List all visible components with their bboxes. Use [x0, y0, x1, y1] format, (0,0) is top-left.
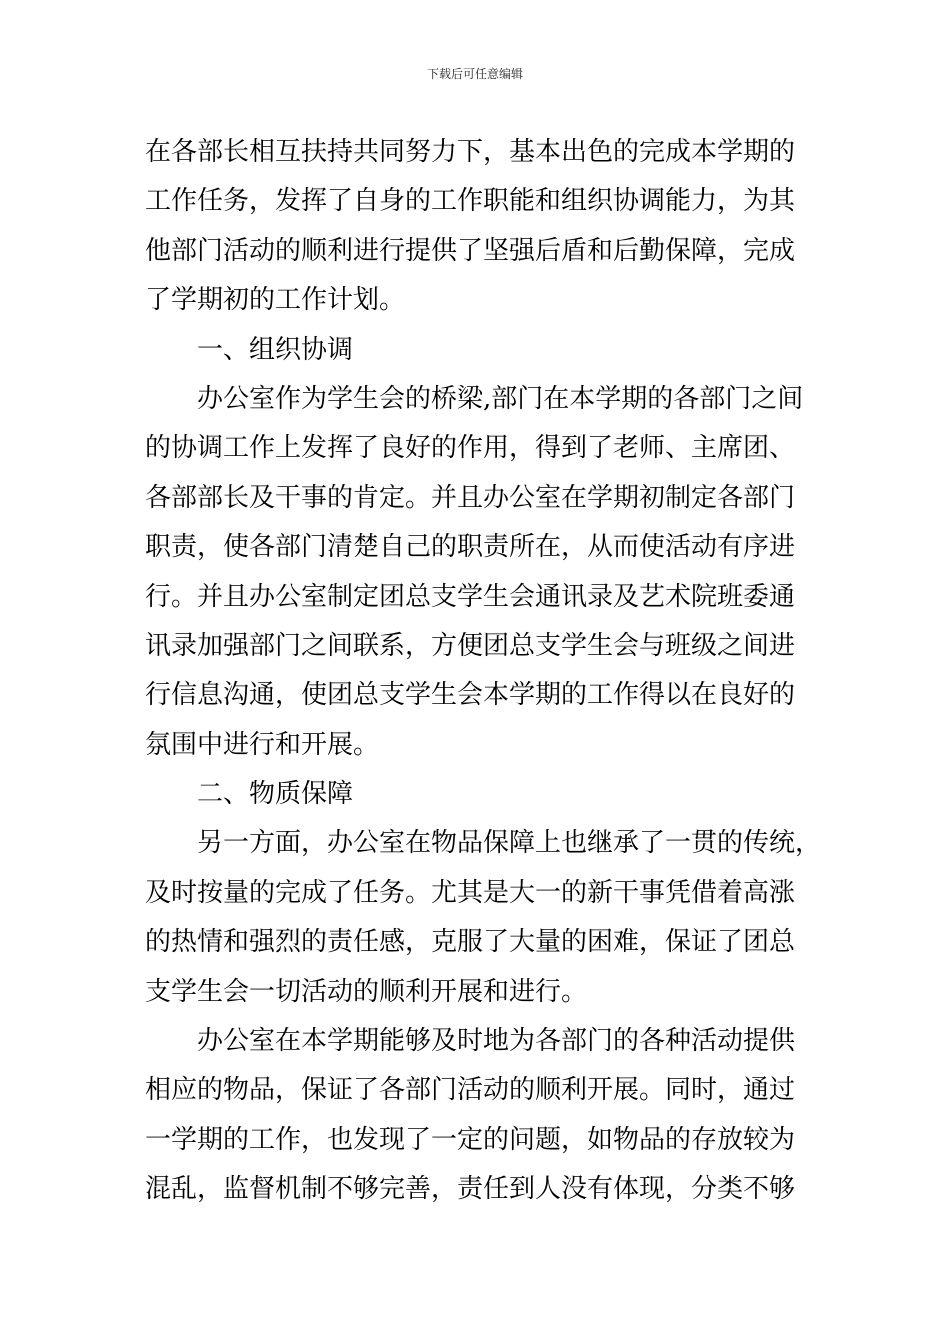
paragraph-line: 另一方面，办公室在物品保障上也继承了一贯的传统， [197, 828, 822, 859]
paragraph-line: 及时按量的完成了任务。尤其是大一的新干事凭借着高涨 [145, 877, 796, 908]
paragraph-line: 的协调工作上发挥了良好的作用，得到了老师、主席团、 [145, 433, 796, 464]
paragraph-line: 办公室作为学生会的桥梁,部门在本学期的各部门之间 [197, 383, 804, 414]
paragraph-line: 一学期的工作，也发现了一定的问题，如物品的存放较为 [145, 1124, 796, 1155]
paragraph-line: 他部门活动的顺利进行提供了坚强后盾和后勤保障，完成 [145, 235, 796, 266]
paragraph-line: 二、物质保障 [197, 779, 354, 810]
paragraph-line: 行信息沟通，使团总支学生会本学期的工作得以在良好的 [145, 680, 796, 711]
paragraph-line: 工作任务，发挥了自身的工作职能和组织协调能力，为其 [145, 186, 796, 217]
paragraph-line: 职责，使各部门清楚自己的职责所在，从而使活动有序进 [145, 532, 796, 563]
paragraph-line: 一、组织协调 [197, 334, 354, 365]
paragraph-line: 相应的物品，保证了各部门活动的顺利开展。同时，通过 [145, 1075, 796, 1106]
header-note: 下载后可任意编辑 [426, 67, 523, 81]
paragraph-line: 了学期初的工作计划。 [145, 285, 406, 316]
paragraph-line: 在各部长相互扶持共同努力下，基本出色的完成本学期的 [145, 137, 796, 167]
paragraph-line: 各部部长及干事的肯定。并且办公室在学期初制定各部门 [145, 482, 796, 513]
document-body [145, 128, 822, 1215]
paragraph-line: 行。并且办公室制定团总支学生会通讯录及艺术院班委通 [145, 581, 796, 612]
paragraph-line: 支学生会一切活动的顺利开展和进行。 [145, 976, 588, 1007]
paragraph-line: 氛围中进行和开展。 [145, 729, 380, 760]
paragraph-line: 办公室在本学期能够及时地为各部门的各种活动提供 [197, 1026, 796, 1057]
paragraph-line: 混乱，监督机制不够完善，责任到人没有体现，分类不够 [145, 1174, 796, 1205]
paragraph-line: 讯录加强部门之间联系，方便团总支学生会与班级之间进 [145, 630, 796, 661]
paragraph-line: 的热情和强烈的责任感，克服了大量的困难，保证了团总 [145, 927, 796, 958]
